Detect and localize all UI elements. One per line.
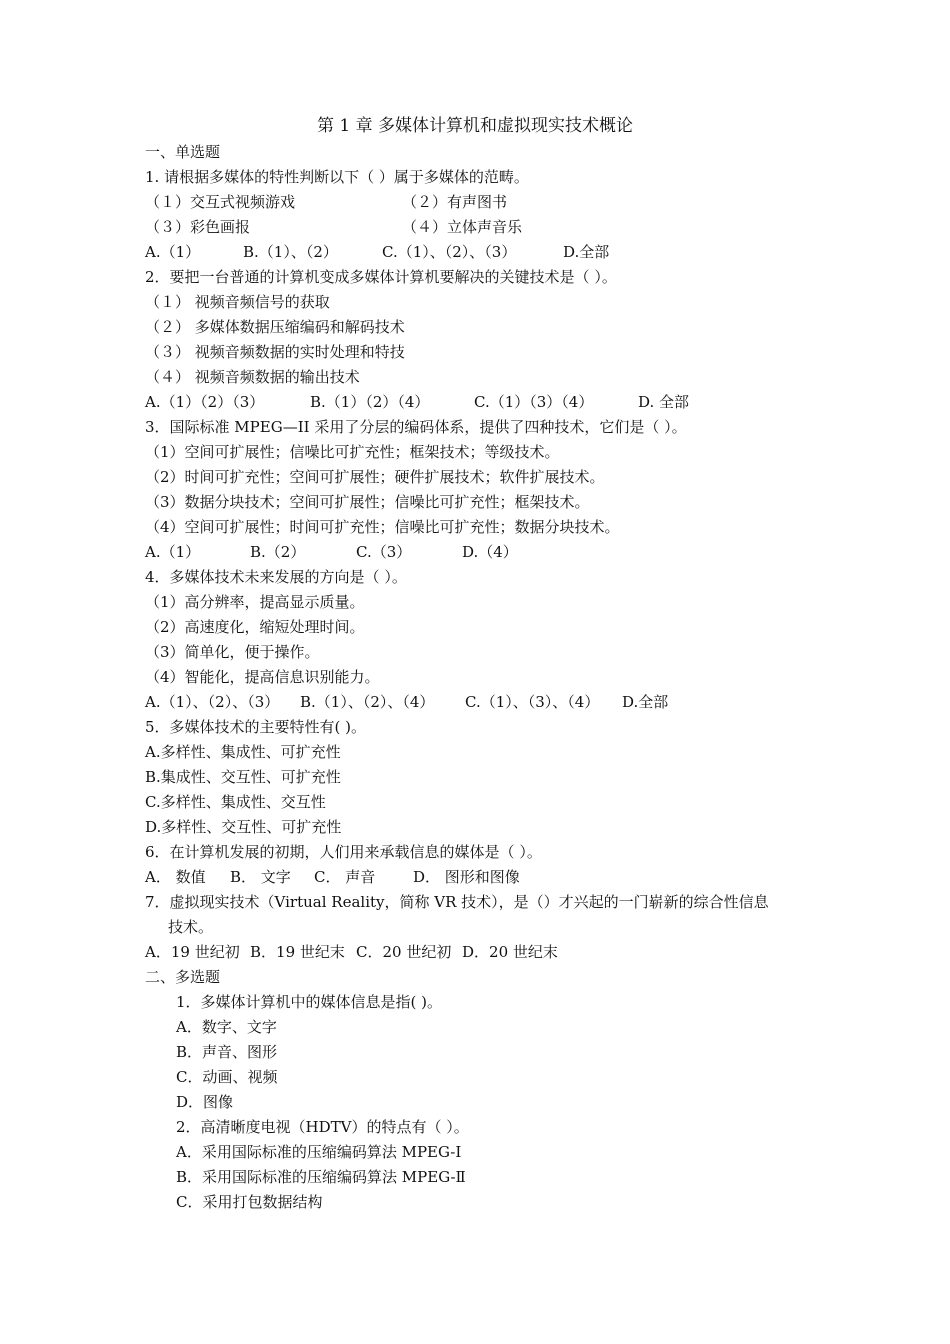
multi-question-1-option: D．图像 bbox=[176, 1093, 234, 1111]
question-3-stem: 3．国际标准 MPEG—II 采用了分层的编码体系，提供了四种技术，它们是（ ）。 bbox=[145, 418, 687, 436]
question-6-stem: 6．在计算机发展的初期，人们用来承载信息的媒体是（ ）。 bbox=[145, 843, 542, 861]
question-7-stem-continuation: 技术。 bbox=[168, 918, 214, 936]
question-1-answer: B.（1）、（2） bbox=[243, 243, 338, 261]
question-6-answer: C． 声音 bbox=[314, 868, 376, 886]
question-2-item: （１） 视频音频信号的获取 bbox=[145, 293, 330, 311]
question-7-answer: B．19 世纪末 bbox=[250, 943, 345, 961]
question-3-answer: A.（1） bbox=[145, 543, 201, 561]
chapter-title: 第 1 章 多媒体计算机和虚拟现实技术概论 bbox=[316, 116, 634, 136]
question-4-item: （1）高分辨率，提高显示质量。 bbox=[145, 593, 365, 611]
question-4-answer: C.（1）、（3）、（4） bbox=[465, 693, 600, 711]
question-2-stem: 2．要把一台普通的计算机变成多媒体计算机要解决的关键技术是（ ）。 bbox=[145, 268, 617, 286]
question-3-item: （1）空间可扩展性；信噪比可扩充性；框架技术；等级技术。 bbox=[145, 443, 560, 461]
section-multi-choice: 二、多选题 bbox=[145, 968, 221, 986]
question-5-option: D.多样性、交互性、可扩充性 bbox=[145, 818, 342, 836]
multi-question-1-option: B．声音、图形 bbox=[176, 1043, 278, 1061]
question-7-answer: D．20 世纪末 bbox=[462, 943, 558, 961]
question-1-item: （３）彩色画报 bbox=[145, 218, 251, 236]
question-5-option: B.集成性、交互性、可扩充性 bbox=[145, 768, 341, 786]
question-4-answer: B.（1）、（2）、（4） bbox=[300, 693, 435, 711]
question-7-answer: C．20 世纪初 bbox=[356, 943, 452, 961]
question-7-answer: A．19 世纪初 bbox=[145, 943, 240, 961]
multi-question-2-option: B．采用国际标准的压缩编码算法 MPEG-Ⅱ bbox=[176, 1168, 466, 1186]
question-2-answer: B.（1）（2）（4） bbox=[310, 393, 430, 411]
multi-question-1-option: A．数字、文字 bbox=[176, 1018, 277, 1036]
question-3-item: （4）空间可扩展性；时间可扩充性；信噪比可扩充性；数据分块技术。 bbox=[145, 518, 620, 536]
question-1-stem: 1. 请根据多媒体的特性判断以下（ ）属于多媒体的范畴。 bbox=[145, 168, 529, 186]
question-1-item: （２）有声图书 bbox=[402, 193, 508, 211]
question-4-item: （3）简单化，便于操作。 bbox=[145, 643, 320, 661]
question-1-item: （４）立体声音乐 bbox=[402, 218, 523, 236]
question-5-option: A.多样性、集成性、可扩充性 bbox=[145, 743, 341, 761]
question-1-answer: C.（1）、（2）、（3） bbox=[382, 243, 517, 261]
question-5-option: C.多样性、集成性、交互性 bbox=[145, 793, 326, 811]
question-1-item: （１）交互式视频游戏 bbox=[145, 193, 296, 211]
question-3-answer: B.（2） bbox=[250, 543, 306, 561]
question-6-answer: A． 数值 bbox=[145, 868, 206, 886]
question-4-item: （4）智能化，提高信息识别能力。 bbox=[145, 668, 380, 686]
question-3-answer: C.（3） bbox=[356, 543, 412, 561]
question-2-item: （２） 多媒体数据压缩编码和解码技术 bbox=[145, 318, 405, 336]
question-2-item: （４） 视频音频数据的输出技术 bbox=[145, 368, 360, 386]
question-1-answer: A.（1） bbox=[145, 243, 201, 261]
question-2-item: （３） 视频音频数据的实时处理和特技 bbox=[145, 343, 405, 361]
question-3-answer: D.（4） bbox=[462, 543, 518, 561]
question-5-stem: 5．多媒体技术的主要特性有( )。 bbox=[145, 718, 367, 736]
question-2-answer: D. 全部 bbox=[638, 393, 690, 411]
question-2-answer: A.（1）（2）（3） bbox=[145, 393, 265, 411]
question-1-answer: D.全部 bbox=[563, 243, 610, 261]
question-4-stem: 4．多媒体技术未来发展的方向是（ ）。 bbox=[145, 568, 407, 586]
question-6-answer: D． 图形和图像 bbox=[413, 868, 520, 886]
question-3-item: （3）数据分块技术；空间可扩展性；信噪比可扩充性；框架技术。 bbox=[145, 493, 590, 511]
multi-question-1-option: C．动画、视频 bbox=[176, 1068, 278, 1086]
multi-question-2-stem: 2．高清晰度电视（HDTV）的特点有（ ）。 bbox=[176, 1118, 469, 1136]
question-6-answer: B． 文字 bbox=[230, 868, 291, 886]
multi-question-2-option: C．采用打包数据结构 bbox=[176, 1193, 323, 1211]
question-3-item: （2）时间可扩充性；空间可扩展性；硬件扩展技术；软件扩展技术。 bbox=[145, 468, 605, 486]
question-7-stem: 7．虚拟现实技术（Virtual Reality，简称 VR 技术），是（）才兴起的一门崭新的综合性信息 bbox=[145, 893, 769, 911]
multi-question-1-stem: 1．多媒体计算机中的媒体信息是指( )。 bbox=[176, 993, 443, 1011]
question-2-answer: C.（1）（3）（4） bbox=[474, 393, 594, 411]
question-4-answer: D.全部 bbox=[622, 693, 669, 711]
section-single-choice: 一、单选题 bbox=[145, 143, 221, 161]
question-4-answer: A.（1）、（2）、（3） bbox=[145, 693, 280, 711]
question-4-item: （2）高速度化，缩短处理时间。 bbox=[145, 618, 365, 636]
multi-question-2-option: A．采用国际标准的压缩编码算法 MPEG-I bbox=[176, 1143, 462, 1161]
